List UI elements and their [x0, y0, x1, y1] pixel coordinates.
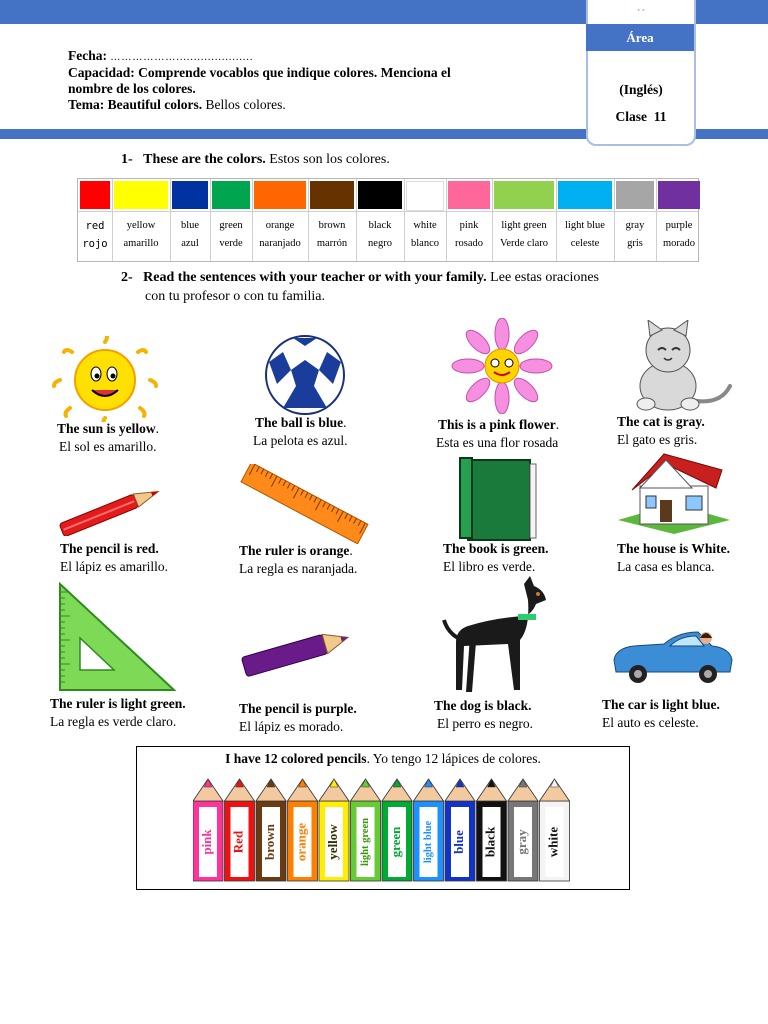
- color-name-english: orange: [265, 220, 295, 231]
- pencil-yellow: [319, 779, 349, 881]
- color-column-orange: [252, 179, 309, 261]
- sentence-sun: The sun is yellow. El sol es amarillo.: [57, 421, 160, 454]
- color-swatch: [448, 181, 490, 209]
- color-name-spanish: amarillo: [123, 238, 159, 249]
- sentence-house: The house is White. La casa es blanca.: [617, 541, 731, 574]
- pencil-light-blue: [414, 779, 444, 881]
- sentence-pencil-purple: The pencil is purple. El lápiz es morado.: [239, 701, 357, 734]
- pencil-label: Red: [230, 830, 246, 854]
- pencil-label: light green: [359, 818, 371, 866]
- capacidad-line1: Capacidad: Comprende vocablos que indique colores. Menciona el: [68, 65, 451, 80]
- sentence-car: The car is light blue. El auto es celeste.: [602, 697, 720, 730]
- color-column-black: [356, 179, 405, 261]
- sentence-cat: The cat is gray. El gato es gris.: [617, 414, 705, 447]
- pencil-pink: [193, 779, 223, 881]
- fecha-dots: ………………......................: [110, 52, 254, 63]
- green-set-square-image: [56, 582, 178, 692]
- pencil-label: white: [545, 826, 561, 858]
- pencil-label: orange: [293, 822, 309, 862]
- sentence-dog: The dog is black. El perro es negro.: [434, 698, 533, 731]
- ball-image: [259, 334, 351, 416]
- color-column-pink: [446, 179, 493, 261]
- pencil-label: blue: [450, 830, 466, 854]
- orange-ruler-image: [236, 464, 372, 544]
- color-name-english: yellow: [126, 220, 156, 231]
- section2-title-rest: Lee estas oraciones: [490, 270, 600, 285]
- color-name-english: pink: [459, 220, 479, 231]
- pencil-green: [382, 779, 412, 881]
- color-name-english: black: [368, 220, 392, 231]
- section2-title-bold: Read the sentences with your teacher or with your family.: [143, 270, 487, 285]
- area-box: [586, 0, 696, 146]
- section1-heading: [121, 150, 390, 170]
- subject-label: (Inglés): [619, 82, 663, 97]
- color-swatch: [616, 181, 654, 209]
- pencil-red: [225, 779, 255, 881]
- section2-line2: con tu profesor o con tu familia.: [145, 289, 326, 304]
- sentence-pencil-red: The pencil is red. El lápiz es amarillo.: [60, 541, 168, 574]
- color-name-english: red: [85, 220, 105, 232]
- color-name-english: light green: [501, 220, 547, 231]
- color-name-english: blue: [180, 220, 200, 231]
- pencil-label: green: [387, 826, 403, 858]
- color-name-spanish: rosado: [455, 238, 483, 249]
- color-swatch: [310, 181, 354, 209]
- color-swatch: [406, 181, 444, 211]
- pencil-label: gray: [513, 829, 529, 855]
- color-swatch: [254, 181, 306, 209]
- section1-title-rest: Estos son los colores.: [269, 152, 390, 167]
- clase-label: Clase 11: [615, 109, 667, 124]
- colored-pencils-box: [136, 746, 630, 890]
- section1-title-bold: These are the colors.: [143, 152, 266, 167]
- pencil-light-green: [351, 779, 381, 881]
- sentence-flower: This is a pink flower. Esta es una flor rosada: [436, 417, 560, 450]
- pencils-box-title: I have 12 colored pencils. Yo tengo 12 lápices de colores.: [225, 751, 541, 766]
- color-name-spanish: gris: [627, 238, 643, 249]
- color-swatch: [212, 181, 250, 209]
- pencil-gray: [508, 779, 538, 881]
- pencil-label: brown: [261, 824, 277, 860]
- sentence-ball: The ball is blue. La pelota es azul.: [253, 415, 348, 448]
- black-dog-image: [440, 576, 558, 696]
- color-column-purple: [656, 179, 702, 261]
- pencil-black: [477, 779, 507, 881]
- area-title: Área: [586, 24, 694, 51]
- color-column-brown: [308, 179, 357, 261]
- tema-label: Tema: Beautiful colors.: [68, 97, 203, 112]
- pencils-drawing: [193, 775, 593, 885]
- pencil-label: yellow: [324, 824, 340, 860]
- color-column-light-green: [492, 179, 557, 261]
- color-column-light-blue: [556, 179, 615, 261]
- pencil-brown: [256, 779, 286, 881]
- blue-car-image: [610, 630, 736, 684]
- pencil-label: light blue: [422, 820, 434, 864]
- color-name-spanish: marrón: [316, 238, 348, 249]
- color-name-spanish: naranjado: [259, 238, 301, 249]
- color-column-green: [210, 179, 253, 261]
- pink-flower-image: [449, 318, 555, 414]
- color-name-spanish: verde: [219, 238, 243, 249]
- pencil-blue: [445, 779, 475, 881]
- color-name-english: brown: [318, 220, 346, 231]
- area-tab-mark: • •: [637, 6, 645, 15]
- color-column-red: [78, 179, 113, 261]
- cat-image: [620, 320, 734, 414]
- red-pencil-image: [52, 486, 168, 536]
- color-column-gray: [614, 179, 657, 261]
- green-book-image: [458, 456, 538, 542]
- color-column-white: [404, 179, 447, 261]
- section2-number: 2-: [121, 270, 133, 285]
- sentence-ruler-lightgreen: The ruler is light green. La regla es verde claro.: [50, 696, 186, 729]
- pencil-orange: [288, 779, 318, 881]
- color-name-spanish: Verde claro: [499, 238, 549, 249]
- tema-value: Bellos colores.: [205, 97, 286, 112]
- sun-image: [52, 336, 158, 422]
- color-swatch: [80, 181, 110, 209]
- capacidad-line2: nombre de los colores.: [68, 81, 196, 96]
- color-swatch: [172, 181, 208, 209]
- color-swatch: [494, 181, 554, 209]
- pencil-label: pink: [198, 829, 214, 855]
- color-swatch: [558, 181, 612, 209]
- color-name-spanish: negro: [368, 238, 392, 249]
- section2-heading: [121, 268, 599, 288]
- fecha-line: [68, 48, 253, 66]
- color-name-spanish: morado: [662, 238, 696, 249]
- sentence-ruler-orange: The ruler is orange. La regla es naranjada.: [239, 543, 358, 576]
- color-name-english: light blue: [565, 220, 605, 231]
- pencil-label: black: [482, 826, 498, 858]
- section1-number: 1-: [121, 152, 133, 167]
- color-name-spanish: celeste: [570, 238, 600, 249]
- color-name-spanish: azul: [181, 238, 199, 249]
- color-table: [77, 178, 699, 262]
- color-table-divider: [78, 211, 698, 212]
- pencil-white: [540, 779, 570, 881]
- color-swatch: [358, 181, 402, 209]
- house-image: [612, 450, 736, 534]
- color-name-spanish: rojo: [82, 238, 108, 250]
- color-name-english: green: [219, 220, 243, 231]
- color-column-yellow: [112, 179, 171, 261]
- color-name-english: gray: [625, 220, 645, 231]
- fecha-label: Fecha:: [68, 48, 107, 63]
- color-name-english: purple: [665, 220, 693, 231]
- tema-line: [68, 97, 286, 113]
- color-swatch: [658, 181, 700, 209]
- color-column-blue: [170, 179, 211, 261]
- purple-pencil-image: [238, 624, 356, 680]
- pencil-row: [193, 775, 593, 885]
- color-name-english: white: [413, 220, 437, 231]
- color-swatch: [114, 181, 168, 209]
- sentence-book: The book is green. El libro es verde.: [443, 541, 549, 574]
- color-name-spanish: blanco: [411, 238, 439, 249]
